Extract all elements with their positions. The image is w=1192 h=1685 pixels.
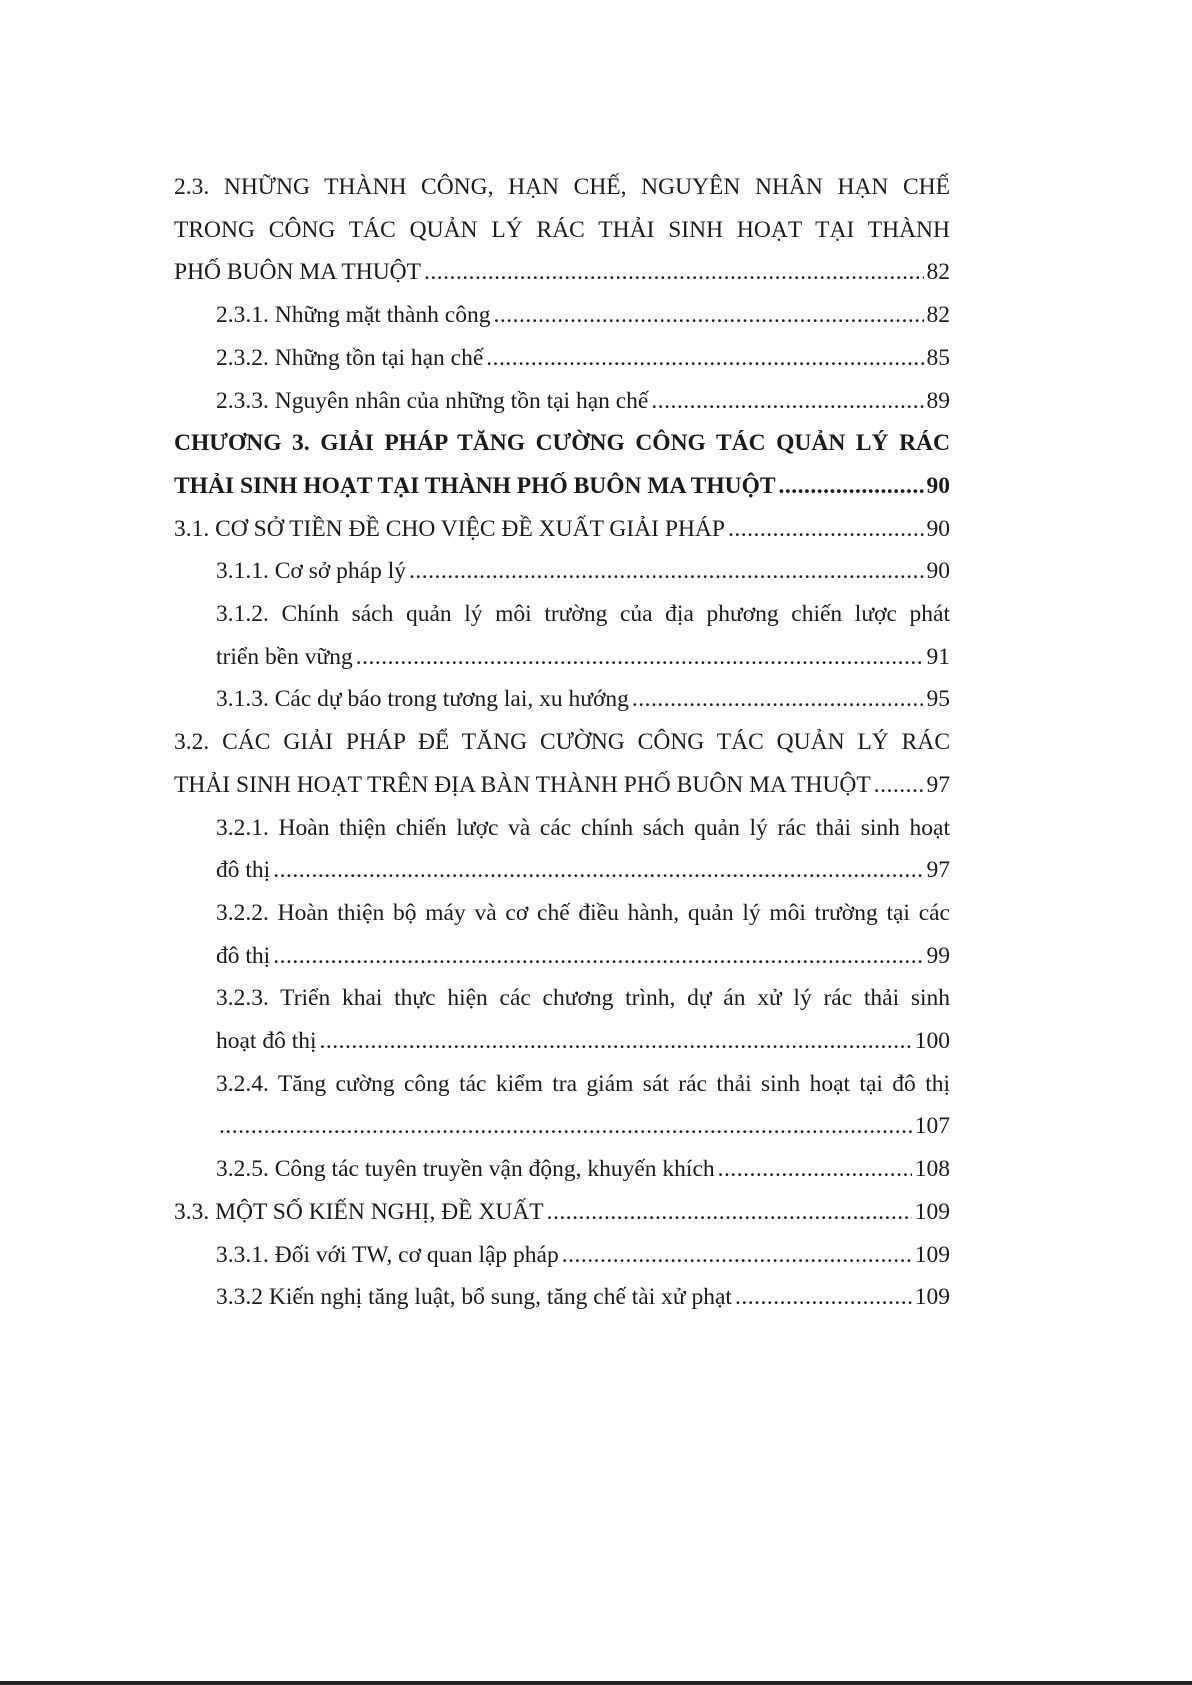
toc-entry-leader-line — [216, 678, 950, 721]
toc-entry[interactable] — [174, 380, 950, 423]
toc-entry-title: 3.1.3. Các dự báo trong tương lai, xu hướng — [216, 686, 629, 713]
dot-leader — [874, 764, 924, 807]
toc-entry-title-line: 3.2.3. Triển khai thực hiện các chương trình, dự án xử lý rác thải sinh — [216, 985, 950, 1012]
toc-entry-leader-line — [216, 1276, 950, 1319]
toc-entry-title: đô thị — [216, 942, 271, 969]
toc-entry-title: 3.2.5. Công tác tuyên truyền vận động, khuyến khích — [216, 1156, 715, 1183]
toc-entry-title: 3.3.2 Kiến nghị tăng luật, bổ sung, tăng chế tài xử phạt — [216, 1284, 732, 1311]
toc-entry[interactable] — [174, 1234, 950, 1277]
toc-page-number: 82 — [926, 259, 950, 286]
dot-leader — [486, 337, 923, 380]
toc-entry-title-line: 3.2.2. Hoàn thiện bộ máy và cơ chế điều hành, quản lý môi trường tại các — [216, 899, 950, 926]
toc-page-number: 108 — [914, 1156, 950, 1183]
dot-leader — [356, 636, 924, 679]
toc-entry[interactable] — [174, 721, 950, 806]
toc-entry-title-line: 2.3. NHỮNG THÀNH CÔNG, HẠN CHẾ, NGUYÊN NHÂN HẠN CHẾ — [174, 174, 950, 200]
dot-leader — [632, 678, 924, 721]
toc-entry-leader-line — [216, 294, 950, 337]
toc-entry-leader-line — [174, 764, 950, 807]
toc-entry[interactable] — [174, 422, 950, 507]
toc-page-number: 109 — [914, 1284, 950, 1311]
toc-entry-leader-line — [174, 508, 950, 551]
toc-entry[interactable] — [174, 1063, 950, 1148]
toc-page-number: 99 — [926, 942, 950, 969]
dot-leader — [651, 380, 923, 423]
toc-entry-title-line: TRONG CÔNG TÁC QUẢN LÝ RÁC THẢI SINH HOẠT TẠI THÀNH — [174, 216, 950, 243]
toc-entry[interactable] — [174, 550, 950, 593]
toc-entry[interactable] — [174, 294, 950, 337]
toc-page-number: 109 — [914, 1198, 950, 1225]
toc-entry[interactable] — [174, 807, 950, 892]
toc-entry[interactable] — [174, 593, 950, 678]
toc-entry-title-line: CHƯƠNG 3. GIẢI PHÁP TĂNG CƯỜNG CÔNG TÁC QUẢN LÝ RÁC — [174, 430, 950, 457]
toc-entry-title: 2.3.2. Những tồn tại hạn chế — [216, 344, 484, 371]
dot-leader — [562, 1234, 912, 1277]
table-of-contents — [174, 166, 950, 1319]
toc-entry-leader-line — [174, 1191, 950, 1234]
dot-leader — [219, 1105, 912, 1148]
dot-leader — [424, 251, 924, 294]
toc-entry-leader-line — [216, 935, 950, 978]
toc-entry-title: THẢI SINH HOẠT TRÊN ĐỊA BÀN THÀNH PHỐ BUÔN MA THUỘT — [174, 771, 871, 798]
toc-entry[interactable] — [174, 1148, 950, 1191]
toc-page-number: 91 — [926, 643, 950, 670]
toc-entry-title: THẢI SINH HOẠT TẠI THÀNH PHỐ BUÔN MA THUỘT — [174, 472, 776, 499]
toc-entry[interactable] — [174, 678, 950, 721]
dot-leader — [735, 1276, 912, 1319]
toc-page-number: 97 — [926, 857, 950, 884]
toc-entry-title: hoạt đô thị — [216, 1028, 317, 1055]
toc-entry-title: đô thị — [216, 857, 271, 884]
toc-page-number: 90 — [926, 472, 950, 499]
dot-leader — [779, 465, 924, 508]
toc-page-number: 89 — [926, 387, 950, 414]
toc-entry-title-line: 3.2.1. Hoàn thiện chiến lược và các chính sách quản lý rác thải sinh hoạt — [216, 814, 950, 841]
toc-entry[interactable] — [174, 1276, 950, 1319]
toc-entry-leader-line — [216, 1105, 950, 1148]
toc-entry-leader-line — [174, 465, 950, 508]
toc-page-number: 90 — [926, 515, 950, 542]
toc-entry-title: 3.1.1. Cơ sở pháp lý — [216, 558, 407, 585]
toc-entry-title-line: 3.2. CÁC GIẢI PHÁP ĐỂ TĂNG CƯỜNG CÔNG TÁC QUẢN LÝ RÁC — [174, 729, 950, 756]
toc-page-number: 97 — [926, 771, 950, 798]
page-bottom-border — [0, 1681, 1192, 1685]
toc-entry-title: 2.3.3. Nguyên nhân của những tồn tại hạn chế — [216, 387, 649, 414]
toc-entry[interactable] — [174, 1191, 950, 1234]
toc-entry-leader-line — [216, 1234, 950, 1277]
toc-page-number: 109 — [914, 1241, 950, 1268]
toc-entry-leader-line — [216, 1020, 950, 1063]
toc-entry-title: PHỐ BUÔN MA THUỘT — [174, 259, 421, 286]
toc-entry[interactable] — [174, 892, 950, 977]
toc-entry-title: 3.3. MỘT SỐ KIẾN NGHỊ, ĐỀ XUẤT — [174, 1198, 544, 1225]
toc-entry[interactable] — [174, 977, 950, 1062]
toc-page-number: 90 — [926, 558, 950, 585]
toc-entry-leader-line — [216, 849, 950, 892]
toc-page-number: 82 — [926, 302, 950, 329]
toc-entry-title-line: 3.2.4. Tăng cường công tác kiểm tra giám sát rác thải sinh hoạt tại đô thị — [216, 1070, 950, 1097]
toc-entry-leader-line — [216, 337, 950, 380]
toc-entry-title: triển bền vững — [216, 643, 353, 670]
toc-entry-leader-line — [216, 1148, 950, 1191]
toc-page-number: 85 — [926, 344, 950, 371]
dot-leader — [728, 508, 924, 551]
toc-entry[interactable] — [174, 508, 950, 551]
dot-leader — [409, 550, 923, 593]
toc-entry-leader-line — [216, 550, 950, 593]
toc-entry[interactable] — [174, 337, 950, 380]
toc-entry-leader-line — [174, 251, 950, 294]
dot-leader — [273, 849, 923, 892]
toc-page-number: 107 — [914, 1113, 950, 1140]
toc-entry-leader-line — [216, 636, 950, 679]
dot-leader — [547, 1191, 912, 1234]
dot-leader — [493, 294, 923, 337]
toc-entry-title: 3.3.1. Đối với TW, cơ quan lập pháp — [216, 1241, 559, 1268]
toc-page-number: 100 — [914, 1028, 950, 1055]
toc-entry-title: 2.3.1. Những mặt thành công — [216, 302, 491, 329]
toc-entry-leader-line — [216, 380, 950, 423]
dot-leader — [718, 1148, 912, 1191]
toc-page-number: 95 — [926, 686, 950, 713]
toc-entry-title: 3.1. CƠ SỞ TIỀN ĐỀ CHO VIỆC ĐỀ XUẤT GIẢI PHÁP — [174, 515, 725, 542]
dot-leader — [320, 1020, 912, 1063]
dot-leader — [273, 935, 923, 978]
toc-entry[interactable] — [174, 166, 950, 294]
toc-entry-title-line: 3.1.2. Chính sách quản lý môi trường của địa phương chiến lược phát — [216, 601, 950, 628]
